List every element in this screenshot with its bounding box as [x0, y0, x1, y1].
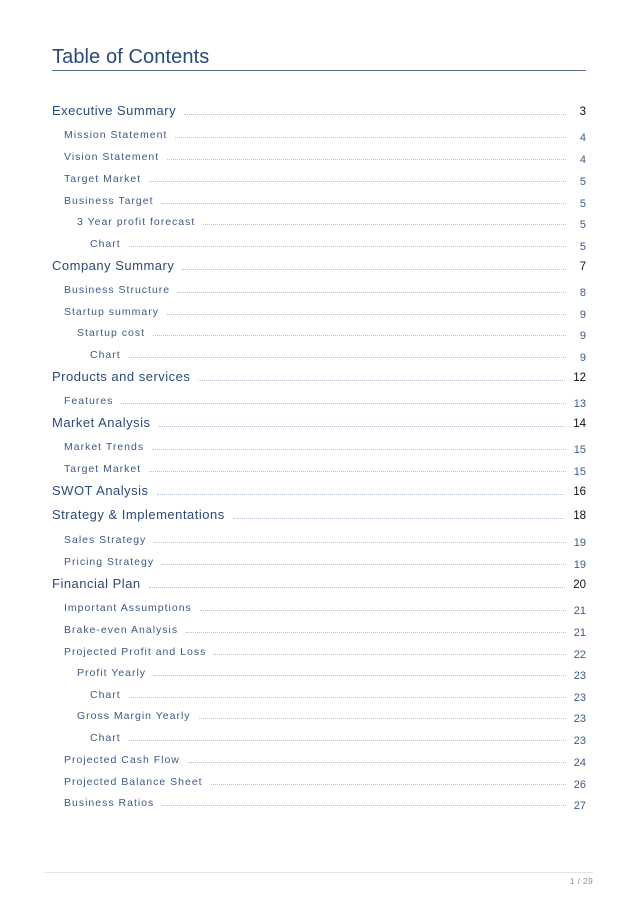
toc-entry[interactable]: [64, 278, 586, 299]
toc-entry-label: Vision Statement: [64, 151, 160, 163]
dot-leader: [199, 718, 566, 719]
dot-leader: [153, 335, 566, 336]
toc-entry[interactable]: [52, 255, 586, 273]
toc-entry[interactable]: [64, 528, 586, 549]
toc-entry-label: Gross Margin Yearly: [77, 710, 191, 722]
toc-entry[interactable]: [90, 726, 586, 747]
toc-entry[interactable]: [64, 435, 586, 456]
toc-entry-label: Sales Strategy: [64, 534, 147, 546]
toc-entry-label: 3 Year profit forecast: [77, 216, 196, 228]
page-title: Table of Contents: [52, 46, 210, 68]
toc-entry[interactable]: [90, 683, 586, 704]
toc-entry-page-number: 23: [573, 670, 586, 682]
toc-entry-label: Target Market: [64, 463, 142, 475]
toc-entry-page-number: 16: [573, 486, 586, 498]
toc-entry-label: Strategy & Implementations: [52, 507, 225, 522]
toc-entry-label: Financial Plan: [52, 576, 141, 591]
toc-entry-page-number: 4: [579, 132, 586, 144]
dot-leader: [129, 357, 566, 358]
dot-leader: [175, 137, 566, 138]
toc-entry[interactable]: [64, 550, 586, 571]
dot-leader: [233, 518, 566, 519]
toc-entry[interactable]: [52, 573, 586, 591]
toc-entry-label: SWOT Analysis: [52, 483, 149, 498]
toc-entry-label: Brake-even Analysis: [64, 624, 179, 636]
toc-entry-page-number: 9: [579, 330, 586, 342]
toc-entry-page-number: 5: [579, 198, 586, 210]
toc-entry[interactable]: [64, 770, 586, 791]
dot-leader: [214, 654, 565, 655]
toc-entry[interactable]: [64, 389, 586, 410]
footer-divider: [45, 872, 593, 873]
dot-leader: [149, 471, 566, 472]
dot-leader: [162, 203, 566, 204]
toc-entry[interactable]: [52, 366, 586, 384]
toc-entry[interactable]: [64, 457, 586, 478]
dot-leader: [121, 403, 565, 404]
dot-leader: [154, 542, 565, 543]
toc-entry-label: Company Summary: [52, 258, 175, 273]
toc-entry-page-number: 18: [573, 510, 586, 522]
toc-entry-page-number: 23: [573, 692, 586, 704]
toc-entry-label: Products and services: [52, 369, 191, 384]
dot-leader: [162, 564, 566, 565]
toc-entry-page-number: 23: [573, 713, 586, 725]
dot-leader: [178, 292, 566, 293]
toc-entry-page-number: 3: [579, 106, 586, 118]
dot-leader: [167, 159, 566, 160]
toc-entry[interactable]: [52, 100, 586, 118]
toc-entry-label: Important Assumptions: [64, 602, 192, 614]
toc-entry-page-number: 14: [573, 418, 586, 430]
toc-entry[interactable]: [64, 123, 586, 144]
toc-entry[interactable]: [77, 210, 586, 231]
toc-entry-page-number: 23: [573, 735, 586, 747]
toc-entry-label: Market Trends: [64, 441, 145, 453]
dot-leader: [188, 762, 566, 763]
dot-leader: [211, 784, 566, 785]
dot-leader: [152, 449, 566, 450]
dot-leader: [129, 740, 566, 741]
toc-entry-label: Mission Statement: [64, 129, 168, 141]
toc-entry[interactable]: [64, 189, 586, 210]
toc-entry-page-number: 19: [573, 537, 586, 549]
toc-entry[interactable]: [52, 504, 586, 522]
toc-entry-page-number: 9: [579, 309, 586, 321]
toc-entry-page-number: 5: [579, 219, 586, 231]
dot-leader: [162, 805, 565, 806]
dot-leader: [198, 380, 565, 381]
toc-entry[interactable]: [64, 640, 586, 661]
dot-leader: [184, 114, 566, 115]
toc-entry-label: Projected Profit and Loss: [64, 646, 207, 658]
toc-entry-label: Business Ratios: [64, 797, 155, 809]
dot-leader: [129, 697, 566, 698]
toc-entry-page-number: 21: [573, 627, 586, 639]
dot-leader: [182, 269, 566, 270]
dot-leader: [154, 675, 566, 676]
toc-entry-label: Startup summary: [64, 306, 159, 318]
dot-leader: [167, 314, 566, 315]
toc-entry-page-number: 13: [573, 398, 586, 410]
dot-leader: [149, 587, 566, 588]
dot-leader: [129, 246, 566, 247]
toc-entry-label: Projected Balance Sheet: [64, 776, 203, 788]
toc-entry[interactable]: [77, 704, 586, 725]
dot-leader: [159, 426, 566, 427]
toc-entry-page-number: 12: [573, 372, 586, 384]
toc-entry[interactable]: [90, 343, 586, 364]
toc-entry[interactable]: [90, 232, 586, 253]
toc-entry[interactable]: [64, 167, 586, 188]
toc-entry-page-number: 27: [573, 800, 586, 812]
toc-entry-label: Business Structure: [64, 284, 171, 296]
toc-entry-page-number: 24: [573, 757, 586, 769]
toc-entry-label: Chart: [90, 689, 121, 701]
toc-entry-label: Target Market: [64, 173, 142, 185]
toc-entry[interactable]: [64, 300, 586, 321]
toc-entry-label: Business Target: [64, 195, 154, 207]
toc-entry-label: Pricing Strategy: [64, 556, 155, 568]
toc-entry-page-number: 9: [579, 352, 586, 364]
toc-entry-page-number: 20: [573, 579, 586, 591]
toc-entry-page-number: 15: [573, 466, 586, 478]
toc-entry[interactable]: [64, 596, 586, 617]
toc-entry-page-number: 4: [579, 154, 586, 166]
toc-entry-label: Chart: [90, 349, 121, 361]
toc-entry-page-number: 5: [579, 176, 586, 188]
toc-entry[interactable]: [52, 412, 586, 430]
toc-entry-label: Startup cost: [77, 327, 146, 339]
toc-entry-label: Profit Yearly: [77, 667, 147, 679]
toc-entry-page-number: 7: [579, 261, 586, 273]
toc-entry[interactable]: [52, 480, 586, 498]
dot-leader: [203, 224, 566, 225]
dot-leader: [149, 181, 566, 182]
page-indicator: 1 / 29: [569, 876, 593, 886]
toc-entry-page-number: 21: [573, 605, 586, 617]
toc-entry-page-number: 19: [573, 559, 586, 571]
toc-entry[interactable]: [64, 618, 586, 639]
toc-entry-label: Market Analysis: [52, 415, 151, 430]
toc-entry-page-number: 26: [573, 779, 586, 791]
dot-leader: [157, 494, 566, 495]
toc-entry[interactable]: [77, 321, 586, 342]
dot-leader: [200, 610, 566, 611]
toc-entry-label: Executive Summary: [52, 103, 177, 118]
toc-entry[interactable]: [64, 791, 586, 812]
toc-entry-label: Features: [64, 395, 114, 407]
toc-entry-label: Projected Cash Flow: [64, 754, 180, 766]
toc-entry-label: Chart: [90, 732, 121, 744]
toc-entry-page-number: 5: [579, 241, 586, 253]
toc-entry-page-number: 15: [573, 444, 586, 456]
toc-entry-label: Chart: [90, 238, 121, 250]
toc-entry-page-number: 22: [573, 649, 586, 661]
dot-leader: [186, 632, 566, 633]
toc-entry-page-number: 8: [579, 287, 586, 299]
toc-entry[interactable]: [64, 145, 586, 166]
toc-entry[interactable]: [77, 661, 586, 682]
toc-entry[interactable]: [64, 748, 586, 769]
